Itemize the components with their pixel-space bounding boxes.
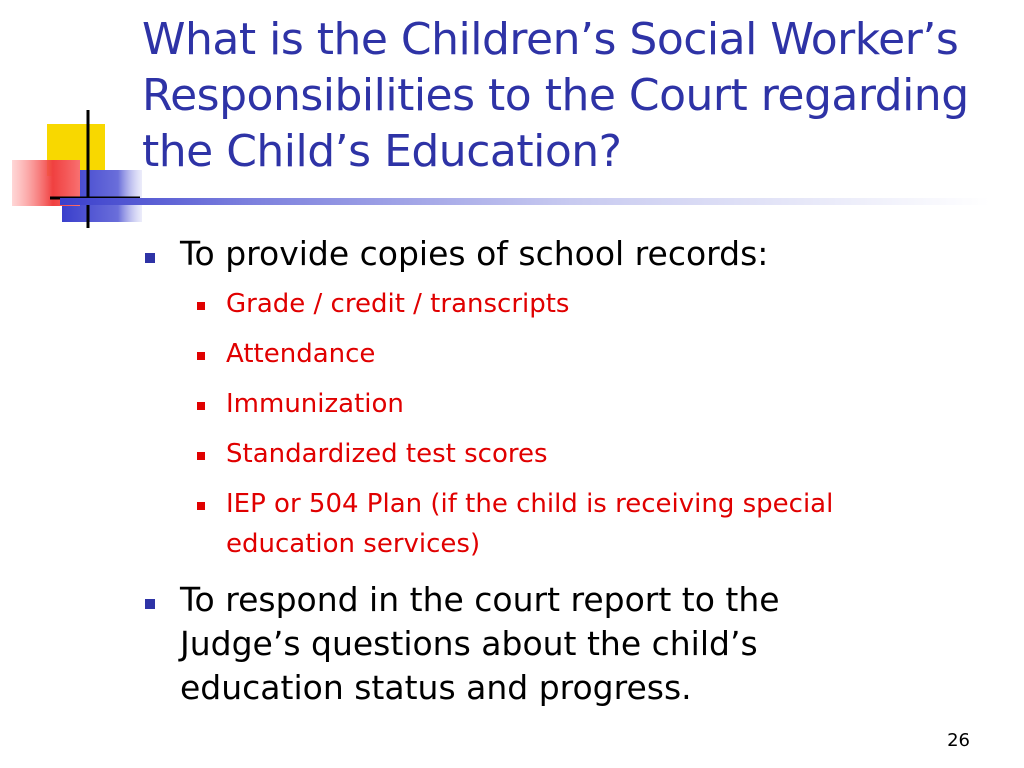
title-divider: [60, 198, 990, 205]
sub-bullet-item: [140, 334, 1000, 374]
square-bullet-icon: [197, 452, 205, 460]
sub-bullet-text: Grade / credit / transcripts: [226, 289, 570, 319]
square-bullet-icon: [145, 599, 155, 609]
bullet-item: [140, 578, 860, 710]
square-bullet-icon: [197, 302, 205, 310]
bullet-text: To provide copies of school records:: [180, 234, 769, 273]
square-bullet-icon: [145, 253, 155, 263]
page-number: 26: [947, 730, 970, 751]
slide-title: What is the Children’s Social Worker’s Responsibilities to the Court regarding the Child’s Education?: [142, 14, 969, 177]
square-bullet-icon: [197, 502, 205, 510]
sub-bullet-item: [140, 384, 1000, 424]
sub-bullet-item: [140, 434, 1000, 474]
bullet-text: To respond in the court report to the Judge’s questions about the child’s education status and progress.: [180, 580, 780, 707]
sub-bullet-text: Attendance: [226, 339, 376, 369]
sub-bullet-text: Standardized test scores: [226, 439, 548, 469]
sub-bullet-item: [140, 284, 1000, 324]
sub-bullet-text: IEP or 504 Plan (if the child is receiving special education services): [226, 489, 834, 559]
sub-bullet-item: [140, 484, 846, 564]
slide-body: [140, 232, 1000, 710]
square-bullet-icon: [197, 402, 205, 410]
sub-bullet-text: Immunization: [226, 389, 404, 419]
bullet-item: [140, 232, 1000, 276]
square-bullet-icon: [197, 352, 205, 360]
